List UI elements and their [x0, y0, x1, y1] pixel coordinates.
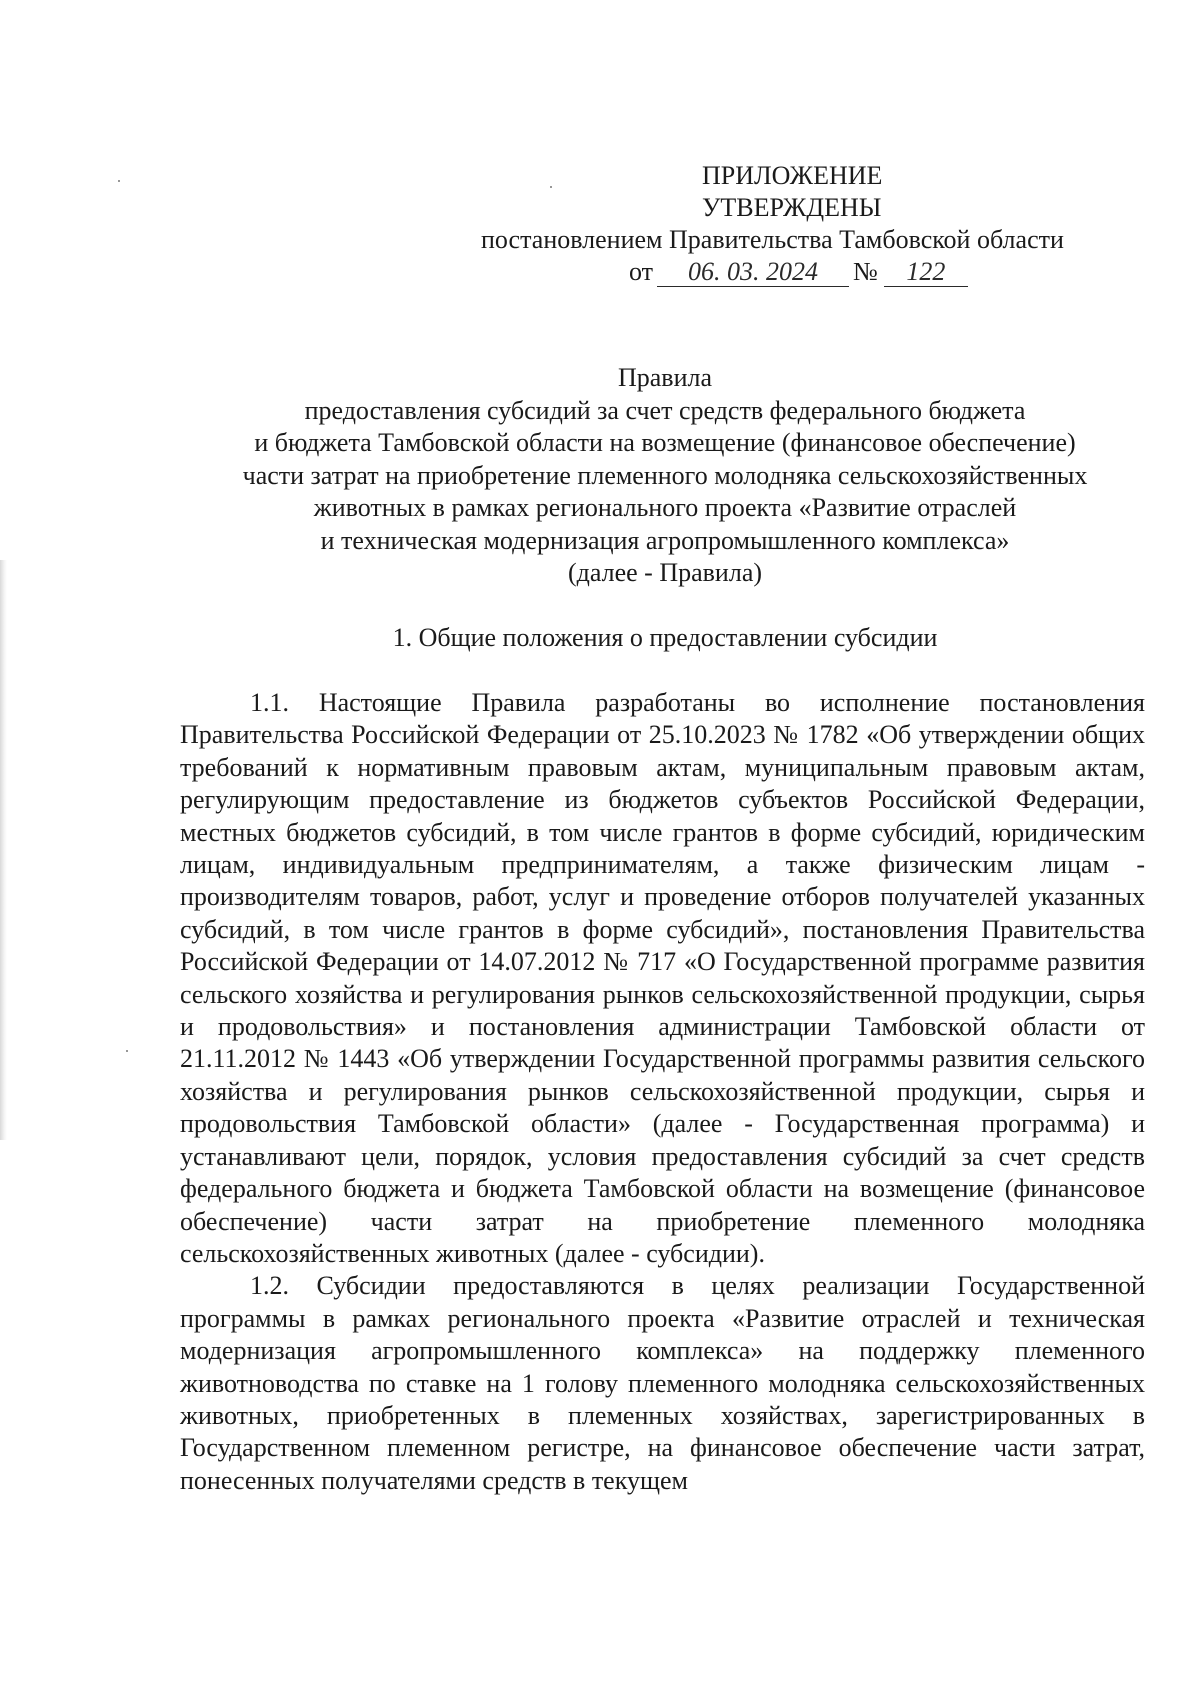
number-sign: №: [853, 257, 878, 286]
section-heading: 1. Общие положения о предоставлении субсидии: [392, 623, 938, 652]
appendix-label: ПРИЛОЖЕНИЕ: [702, 161, 883, 190]
resolution-label: постановлением Правительства Тамбовской области: [481, 225, 1064, 254]
scan-speck: [118, 180, 120, 182]
title-line: Правила: [617, 363, 713, 392]
title-line: (далее - Правила): [567, 558, 763, 587]
title-line: и техническая модернизация агропромышленного комплекса»: [320, 525, 1010, 555]
scan-edge-shadow: [0, 560, 7, 1140]
date-number-line: [629, 256, 968, 288]
date-prefix: от: [629, 257, 654, 286]
scan-speck: [126, 1050, 128, 1052]
scan-speck: [550, 186, 552, 188]
handwritten-date: 06. 03. 2024: [657, 258, 849, 287]
document-body: [180, 687, 1145, 1497]
document-title: [150, 362, 1180, 590]
handwritten-number: 122: [884, 258, 968, 287]
title-line: и бюджета Тамбовской области на возмещение (финансовое обеспечение): [254, 428, 1076, 457]
title-line: предоставления субсидий за счет средств федерального бюджета: [304, 395, 1026, 425]
approved-label: УТВЕРЖДЕНЫ: [702, 193, 882, 222]
title-line: животных в рамках регионального проекта «Развитие отраслей: [313, 493, 1017, 522]
title-line: части затрат на приобретение племенного молодняка сельскохозяйственных: [242, 460, 1088, 490]
paragraph-1-2: 1.2. Субсидии предоставляются в целях реализации Государственной программы в рамках регионального проекта «Развитие отраслей и техническая модернизация агропромышленного комплекса» на поддержку племенного животноводства по ставке на 1 голову племенного молодняка сельскохозяйственных животных, приобретенных в племенных хозяйствах, зарегистрированных в Государственном племенном регистре, на финансовое обеспечение части затрат, понесенных получателями средств в текущем: [180, 1271, 1145, 1495]
paragraph-1-1: 1.1. Настоящие Правила разработаны во исполнение постановления Правительства Российской Федерации от 25.10.2023 № 1782 «Об утверждении общих требований к нормативным правовым актам, муниципальным правовым актам, регулирующим предоставление из бюджетов субъектов Российской Федерации, местных бюджетов субсидий, в том числе грантов в форме субсидий, юридическим лицам, индивидуальным предпринимателям, а также физическим лицам - производителям товаров, работ, услуг и проведение отборов получателей указанных субсидий, в том числе грантов в форме субсидий», постановления Правительства Российской Федерации от 14.07.2012 № 717 «О Государственной программе развития сельского хозяйства и регулирования рынков сельскохозяйственной продукции, сырья и продовольствия» и постановления администрации Тамбовской области от 21.11.2012 № 1443 «Об утверждении Государственной программы развития сельского хозяйства и регулирования рынков сельскохозяйственной продукции, сырья и продовольствия Тамбовской области» (далее - Государственная программа) и устанавливают цели, порядок, условия предоставления субсидий за счет средств федерального бюджета и бюджета Тамбовской области на возмещение (финансовое обеспечение) части затрат на приобретение племенного молодняка сельскохозяйственных животных (далее - субсидии).: [180, 688, 1145, 1268]
